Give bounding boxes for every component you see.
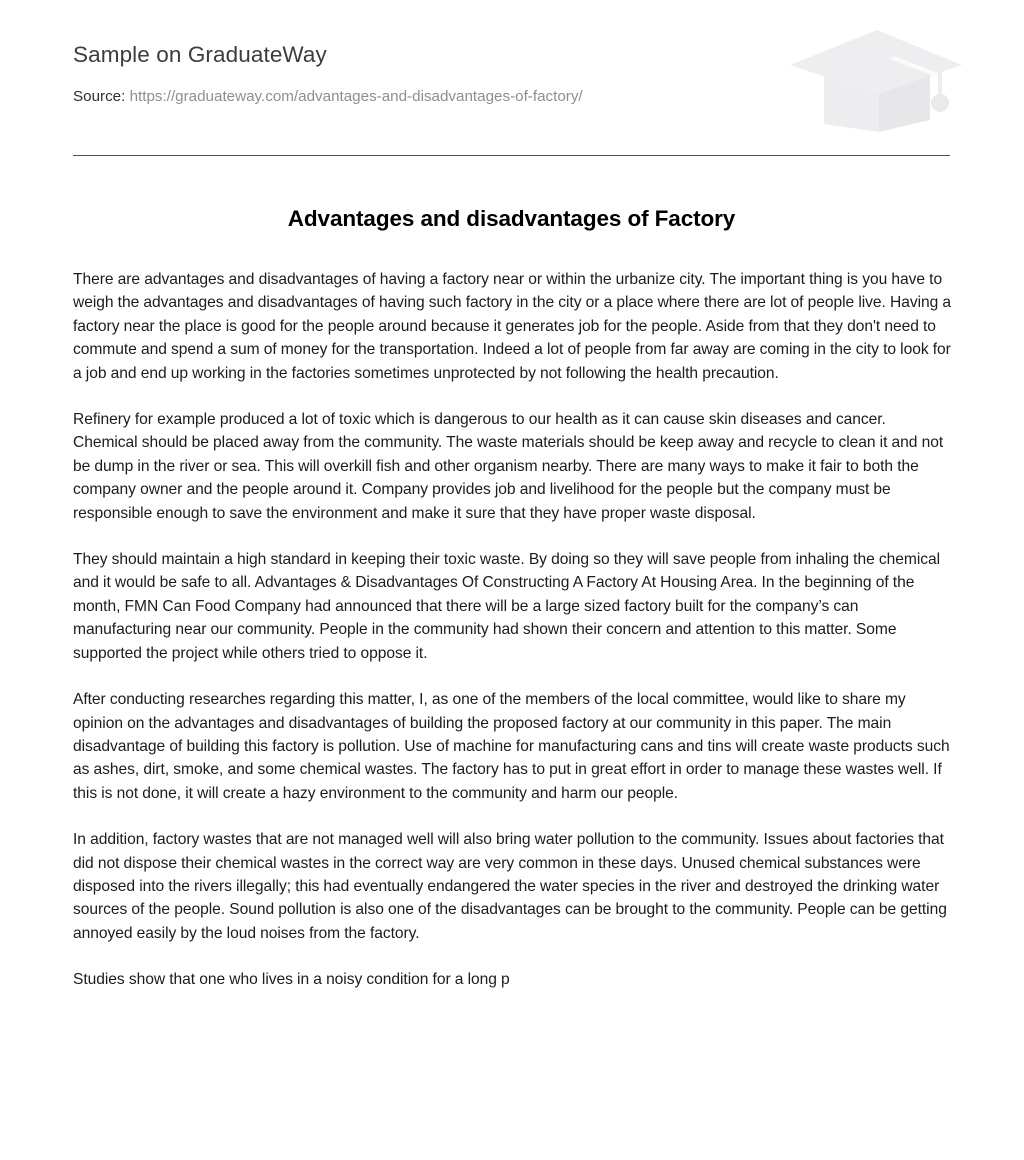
paragraph: Refinery for example produced a lot of toxic which is dangerous to our health as it can cause skin diseases and cancer. Chemical should be placed away from the community. The waste materials should be keep away and recycle to clean it and not be dump in the river or sea. This will overkill fish and other organism nearby. There are many ways to make it fair to both the company owner and the people around it. Company provides job and livelihood for the people but the company must be responsible enough to save the environment and make it sure that they have proper waste disposal. <box>73 411 944 522</box>
paragraph: They should maintain a high standard in keeping their toxic waste. By doing so they will save people from inhaling the chemical and it would be safe to all. Advantages & Disadvantages Of Constructing A Factory At Housing Area. In the beginning of the month, FMN Can Food Company had announced that there will be a large sized factory built for the company’s can manufacturing near our community. People in the community had shown their concern and attention to this matter. Some supported the project while others tried to oppose it. <box>73 551 941 662</box>
paragraph: There are advantages and disadvantages of having a factory near or within the urbanize city. The important thing is you have to weigh the advantages and disadvantages of having such factory in the city or a place where there are lot of people live. Having a factory near the place is good for the people around because it generates job for the people. Aside from that they don't need to commute and spend a sum of money for the transportation. Indeed a lot of people from far away are coming in the city to look for a job and end up working in the factories sometimes unprotected by not following the health precaution. <box>73 271 952 382</box>
page-title: Advantages and disadvantages of Factory <box>287 206 736 231</box>
source-label: Source: <box>73 88 126 105</box>
page-header <box>73 40 773 107</box>
paragraph: After conducting researches regarding this matter, I, as one of the members of the local committee, would like to share my opinion on the advantages and disadvantages of building the proposed factory at our community in this paper. The main disadvantage of building this factory is pollution. Use of machine for manufacturing cans and tins will create waste products such as ashes, dirt, smoke, and some chemical wastes. The factory has to put in great effort in order to manage these wastes well. If this is not done, it will create a hazy environment to the community and harm our people. <box>73 691 950 802</box>
article-body <box>73 268 953 992</box>
paragraph: In addition, factory wastes that are not managed well will also bring water pollution to the community. Issues about factories that did not dispose their chemical wastes in the correct way are very common in these days. Unused chemical substances were disposed into the rivers illegally; this had eventually endangered the water species in the river and destroyed the drinking water sources of the people. Sound pollution is also one of the disadvantages can be brought to the community. People can be getting annoyed easily by the loud noises from the factory. <box>73 831 947 942</box>
graduation-cap-icon <box>782 28 964 132</box>
site-title: Sample on GraduateWay <box>73 42 327 67</box>
source-line <box>73 87 773 107</box>
paragraph: Studies show that one who lives in a noisy condition for a long p <box>73 971 510 989</box>
source-url[interactable]: https://graduateway.com/advantages-and-disadvantages-of-factory/ <box>129 88 583 105</box>
header-divider <box>73 155 950 156</box>
